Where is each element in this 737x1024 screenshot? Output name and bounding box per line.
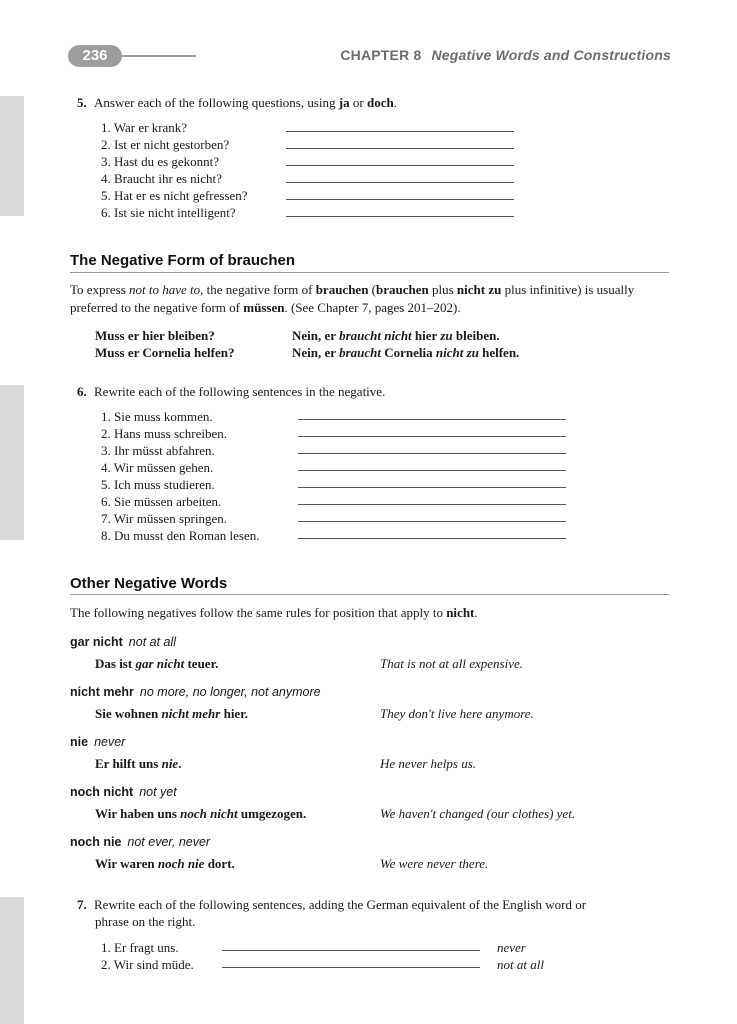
negative-example: Wir waren noch nie dort. [95, 856, 235, 871]
other-negatives-intro: The following negatives follow the same rules for position that apply to nicht. [70, 605, 478, 620]
exercise-5-item: 3. Hast du es gekonnt? [101, 154, 220, 169]
chapter-label: CHAPTER 8 [340, 47, 422, 63]
section-heading-other-negative-words: Other Negative Words [70, 575, 228, 592]
chapter-title: Negative Words and Constructions [431, 47, 671, 63]
negative-example: Das ist gar nicht teuer. [95, 656, 219, 671]
brauchen-paragraph: To express not to have to, the negative form of brauchen (brauchen plus nicht zu plus infinitive) is usually preferred to the negative form of müssen. (See Chapter 7, pages 201–202). [70, 282, 635, 315]
section-rule [70, 594, 669, 595]
exercise-5-item: 4. Braucht ihr es nicht? [101, 171, 222, 186]
answer-line[interactable] [298, 487, 566, 488]
exercise-5-item: 2. Ist er nicht gestorben? [101, 137, 230, 152]
margin-tab-bottom [0, 897, 24, 1024]
negative-example-translation: We were never there. [380, 856, 489, 871]
answer-line[interactable] [286, 216, 514, 217]
chapter-header [340, 47, 671, 63]
answer-line[interactable] [298, 521, 566, 522]
answer-line[interactable] [298, 436, 566, 437]
exercise-6-item: 2. Hans muss schreiben. [101, 426, 228, 441]
brauchen-example-answer: Nein, er braucht nicht hier zu bleiben. [292, 328, 500, 343]
answer-line[interactable] [222, 967, 480, 968]
page-number-rule [120, 55, 196, 57]
page-number-badge: 236 [68, 45, 122, 67]
brauchen-example-answer: Nein, er braucht Cornelia nicht zu helfen. [292, 345, 520, 360]
exercise-7-hint: never [497, 940, 526, 955]
negative-example: Er hilft uns nie. [95, 756, 182, 771]
answer-line[interactable] [298, 504, 566, 505]
exercise-5-item: 1. War er krank? [101, 120, 188, 135]
exercise-7-item: 2. Wir sind müde. [101, 957, 194, 972]
negative-example-translation: He never helps us. [380, 756, 477, 771]
exercise-6-item: 5. Ich muss studieren. [101, 477, 215, 492]
section-rule [70, 272, 669, 273]
negative-term-entry: gar nicht not at all [70, 635, 177, 649]
exercise-5-item: 5. Hat er es nicht gefressen? [101, 188, 248, 203]
answer-line[interactable] [222, 950, 480, 951]
exercise-7-item: 1. Er fragt uns. [101, 940, 179, 955]
negative-term-entry: nicht mehr no more, no longer, not anymore [70, 685, 321, 699]
exercise-6-instruction: 6. Rewrite each of the following sentences in the negative. [77, 384, 386, 399]
margin-tab-top [0, 96, 24, 216]
exercise-5-item: 6. Ist sie nicht intelligent? [101, 205, 236, 220]
negative-term-entry: noch nie not ever, never [70, 835, 211, 849]
exercise-7-instruction: 7. Rewrite each of the following sentences, adding the German equivalent of the English word or [77, 897, 587, 912]
answer-line[interactable] [286, 131, 514, 132]
negative-example: Sie wohnen nicht mehr hier. [95, 706, 249, 721]
exercise-6-item: 6. Sie müssen arbeiten. [101, 494, 222, 509]
answer-line[interactable] [298, 453, 566, 454]
answer-line[interactable] [298, 538, 566, 539]
negative-example-translation: We haven't changed (our clothes) yet. [380, 806, 576, 821]
exercise-6-item: 3. Ihr müsst abfahren. [101, 443, 215, 458]
brauchen-example-question: Muss er hier bleiben? [95, 328, 215, 343]
answer-line[interactable] [298, 470, 566, 471]
section-heading-brauchen: The Negative Form of brauchen [70, 252, 296, 269]
answer-line[interactable] [286, 165, 514, 166]
brauchen-example-question: Muss er Cornelia helfen? [95, 345, 235, 360]
margin-tab-middle [0, 385, 24, 540]
exercise-7-instruction-cont: phrase on the right. [95, 914, 196, 929]
negative-example-translation: They don't live here anymore. [380, 706, 534, 721]
exercise-6-item: 4. Wir müssen gehen. [101, 460, 214, 475]
exercise-5-instruction: 5. Answer each of the following questions, using ja or doch. [77, 95, 397, 110]
answer-line[interactable] [286, 148, 514, 149]
answer-line[interactable] [298, 419, 566, 420]
exercise-6-item: 8. Du musst den Roman lesen. [101, 528, 260, 543]
negative-term-entry: nie never [70, 735, 126, 749]
negative-example-translation: That is not at all expensive. [380, 656, 523, 671]
exercise-6-item: 7. Wir müssen springen. [101, 511, 227, 526]
answer-line[interactable] [286, 182, 514, 183]
exercise-6-item: 1. Sie muss kommen. [101, 409, 213, 424]
exercise-7-hint: not at all [497, 957, 544, 972]
answer-line[interactable] [286, 199, 514, 200]
negative-term-entry: noch nicht not yet [70, 785, 177, 799]
negative-example: Wir haben uns noch nicht umgezogen. [95, 806, 307, 821]
